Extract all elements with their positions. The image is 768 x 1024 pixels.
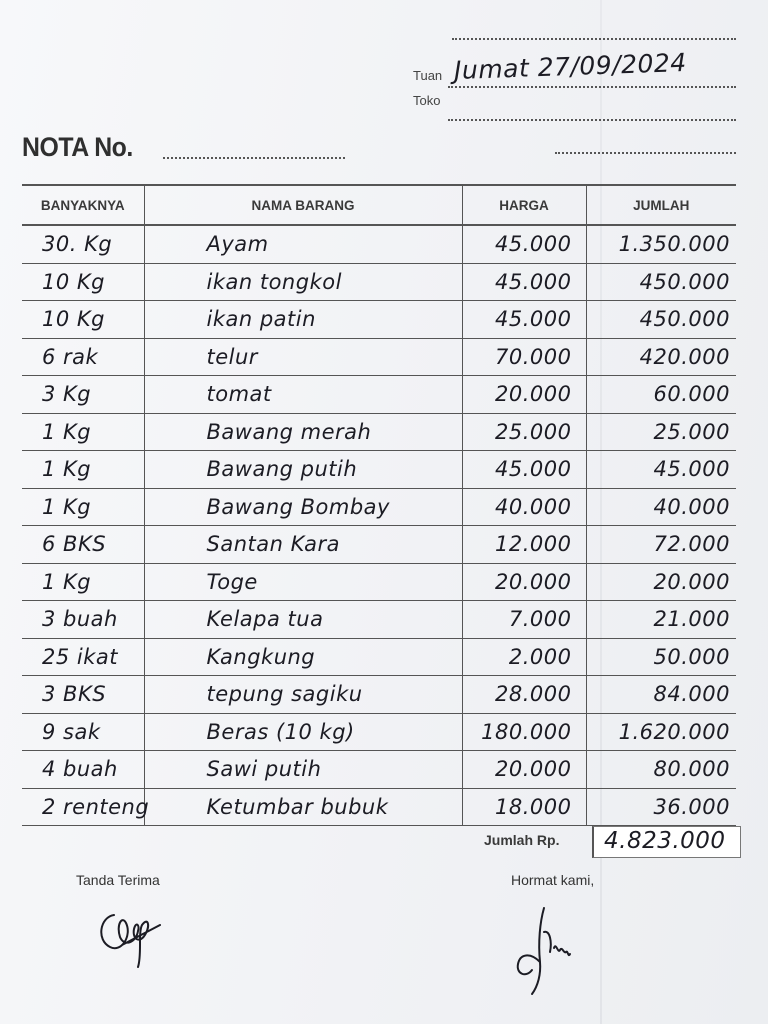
table-row: [22, 263, 736, 301]
column-header-harga: HARGA: [462, 185, 586, 225]
cell-jumlah: 50.000: [586, 638, 736, 676]
cell-jumlah: 80.000: [586, 751, 736, 789]
table-row: [22, 601, 736, 639]
cell-jumlah: 40.000: [586, 488, 736, 526]
cell-jumlah: 450.000: [586, 301, 736, 339]
cell-nama-barang: Kangkung: [144, 638, 462, 676]
cell-jumlah: 45.000: [586, 451, 736, 489]
table-row: [22, 225, 736, 263]
table-row: [22, 301, 736, 339]
cell-banyaknya: 3 buah: [22, 601, 144, 639]
cell-harga: 40.000: [462, 488, 586, 526]
cell-harga: 20.000: [462, 376, 586, 414]
cell-nama-barang: tomat: [144, 376, 462, 414]
cell-banyaknya: 3 BKS: [22, 676, 144, 714]
cell-jumlah: 1.620.000: [586, 713, 736, 751]
cell-nama-barang: Sawi putih: [144, 751, 462, 789]
table-row: [22, 713, 736, 751]
table-row: [22, 451, 736, 489]
cell-harga: 25.000: [462, 413, 586, 451]
column-header-jumlah: JUMLAH: [586, 185, 736, 225]
cell-harga: 45.000: [462, 225, 586, 263]
cell-banyaknya: 2 renteng: [22, 788, 144, 826]
nota-number-line: [163, 157, 345, 159]
cell-harga: 180.000: [462, 713, 586, 751]
cell-harga: 45.000: [462, 301, 586, 339]
tuan-label: Tuan: [413, 68, 443, 83]
cell-jumlah: 1.350.000: [586, 225, 736, 263]
table-row: [22, 676, 736, 714]
cell-jumlah: 84.000: [586, 676, 736, 714]
cell-nama-barang: ikan patin: [144, 301, 462, 339]
cell-harga: 70.000: [462, 338, 586, 376]
cell-nama-barang: Ayam: [144, 225, 462, 263]
cell-harga: 7.000: [462, 601, 586, 639]
cell-harga: 20.000: [462, 563, 586, 601]
cell-jumlah: 420.000: [586, 338, 736, 376]
table-row: [22, 376, 736, 414]
tanda-terima-label: Tanda Terima: [76, 872, 160, 888]
cell-nama-barang: Kelapa tua: [144, 601, 462, 639]
date-handwritten: Jumat 27/09/2024: [453, 47, 688, 86]
table-row: [22, 488, 736, 526]
cell-nama-barang: Bawang Bombay: [144, 488, 462, 526]
cell-nama-barang: Ketumbar bubuk: [144, 788, 462, 826]
jumlah-total-value: 4.823.000: [604, 828, 726, 854]
column-header-banyaknya: BANYAKNYA: [22, 185, 144, 225]
cell-banyaknya: 6 BKS: [22, 526, 144, 564]
cell-jumlah: 60.000: [586, 376, 736, 414]
cell-banyaknya: 30. Kg: [22, 225, 144, 263]
cell-nama-barang: tepung sagiku: [144, 676, 462, 714]
table-row: [22, 638, 736, 676]
cell-jumlah: 36.000: [586, 788, 736, 826]
cell-nama-barang: Toge: [144, 563, 462, 601]
tuan-dotted-line: [448, 86, 736, 88]
cell-jumlah: 25.000: [586, 413, 736, 451]
cell-banyaknya: 1 Kg: [22, 488, 144, 526]
toko-dotted-line: [448, 119, 736, 121]
table-row: [22, 338, 736, 376]
table-header-row: [22, 185, 736, 225]
table-row: [22, 563, 736, 601]
table-row: [22, 526, 736, 564]
cell-jumlah: 450.000: [586, 263, 736, 301]
cell-jumlah: 20.000: [586, 563, 736, 601]
hormat-kami-label: Hormat kami,: [511, 872, 595, 888]
table-row: [22, 413, 736, 451]
table-row: [22, 751, 736, 789]
cell-banyaknya: 6 rak: [22, 338, 144, 376]
jumlah-label: Jumlah Rp.: [484, 832, 560, 848]
cell-jumlah: 72.000: [586, 526, 736, 564]
cell-harga: 18.000: [462, 788, 586, 826]
cell-nama-barang: Santan Kara: [144, 526, 462, 564]
cell-nama-barang: ikan tongkol: [144, 263, 462, 301]
cell-harga: 45.000: [462, 263, 586, 301]
cell-banyaknya: 4 buah: [22, 751, 144, 789]
receiver-signature: [92, 895, 182, 975]
cell-nama-barang: Beras (10 kg): [144, 713, 462, 751]
cell-harga: 12.000: [462, 526, 586, 564]
header-dotted-line-top: [452, 38, 736, 40]
cell-harga: 2.000: [462, 638, 586, 676]
cell-banyaknya: 25 ikat: [22, 638, 144, 676]
toko-label: Toko: [413, 93, 441, 108]
cell-banyaknya: 3 Kg: [22, 376, 144, 414]
cell-banyaknya: 10 Kg: [22, 301, 144, 339]
cell-banyaknya: 10 Kg: [22, 263, 144, 301]
cell-harga: 45.000: [462, 451, 586, 489]
nota-title: NOTA No.: [22, 132, 133, 162]
toko-dotted-line-2: [555, 152, 736, 154]
cell-harga: 28.000: [462, 676, 586, 714]
cell-banyaknya: 1 Kg: [22, 563, 144, 601]
items-table: [22, 184, 736, 826]
column-header-nama-barang: NAMA BARANG: [144, 185, 462, 225]
cell-banyaknya: 1 Kg: [22, 413, 144, 451]
cell-harga: 20.000: [462, 751, 586, 789]
sender-signature: [510, 902, 580, 1002]
cell-nama-barang: Bawang putih: [144, 451, 462, 489]
cell-banyaknya: 1 Kg: [22, 451, 144, 489]
table-row: [22, 788, 736, 826]
cell-banyaknya: 9 sak: [22, 713, 144, 751]
cell-nama-barang: telur: [144, 338, 462, 376]
cell-nama-barang: Bawang merah: [144, 413, 462, 451]
cell-jumlah: 21.000: [586, 601, 736, 639]
